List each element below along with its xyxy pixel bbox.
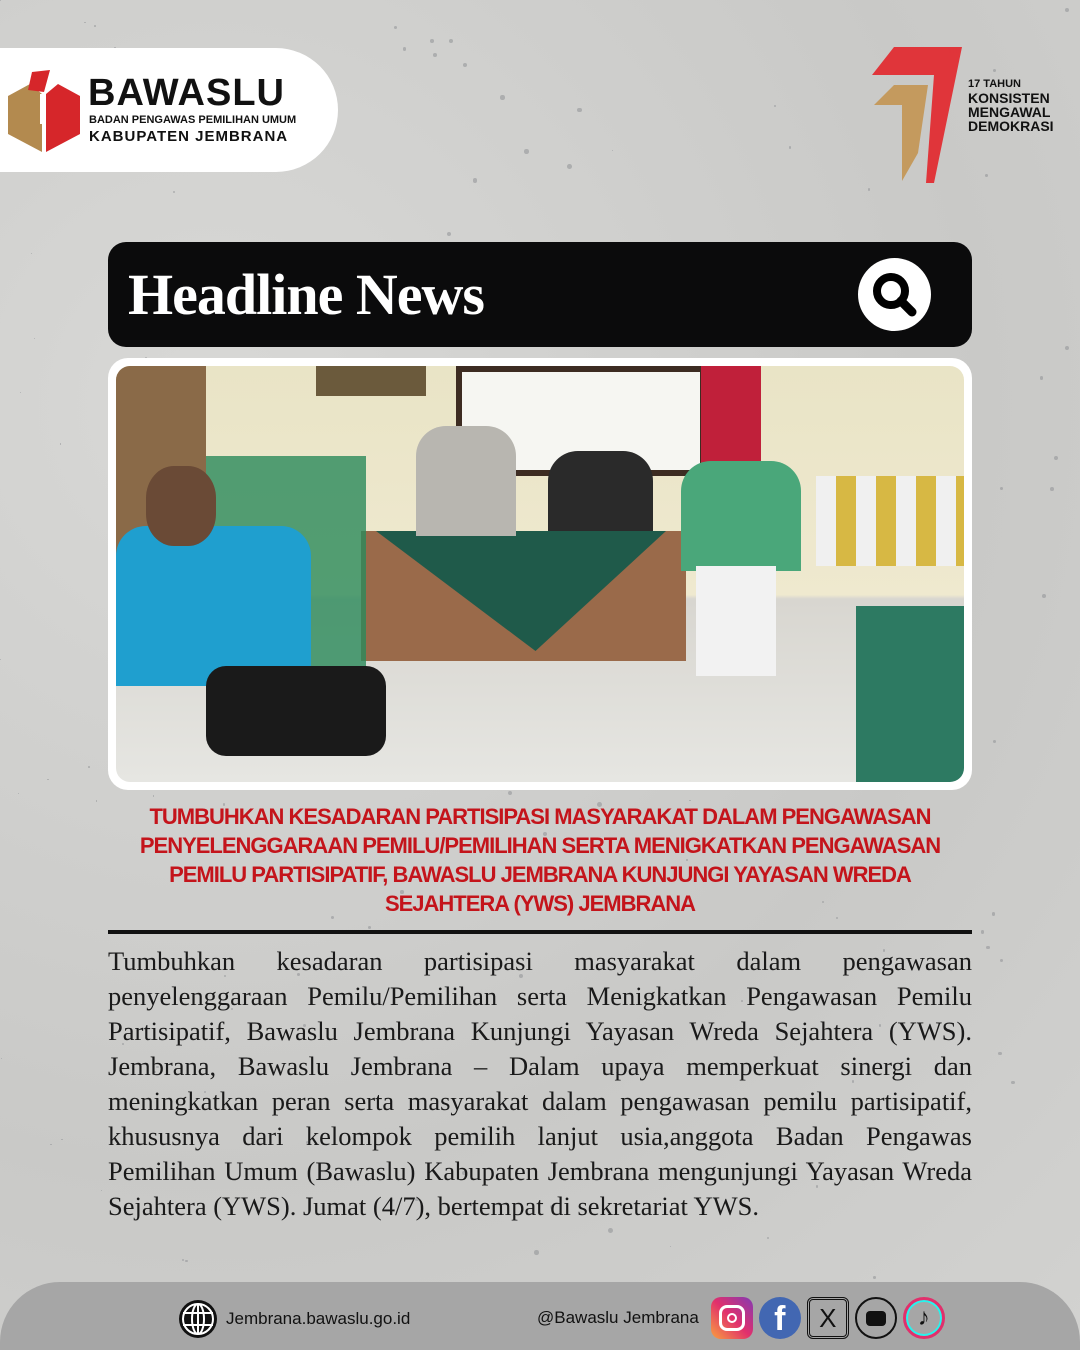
photo-frame: [108, 358, 972, 790]
texture-speck: [101, 1190, 103, 1192]
texture-speck: [463, 63, 467, 67]
texture-speck: [577, 108, 582, 113]
facebook-glyph: f: [774, 1300, 786, 1338]
texture-speck: [20, 392, 21, 393]
texture-speck: [774, 105, 776, 107]
social-links: [537, 1297, 945, 1339]
instagram-icon[interactable]: [711, 1297, 753, 1339]
texture-speck: [567, 164, 572, 169]
texture-speck: [767, 1237, 769, 1239]
texture-speck: [1054, 456, 1058, 460]
texture-speck: [31, 253, 32, 254]
texture-speck: [50, 1144, 51, 1145]
anniversary-sup: TH: [948, 48, 958, 55]
anniversary-line1: 17 TAHUN: [968, 78, 1021, 90]
texture-speck: [47, 779, 48, 780]
x-glyph: X: [819, 1302, 837, 1333]
texture-speck: [985, 174, 988, 177]
brand-subtitle: BADAN PENGAWAS PEMILIHAN UMUM: [89, 114, 297, 126]
bawaslu-logo-icon: [6, 68, 80, 152]
texture-speck: [1065, 8, 1069, 12]
texture-speck: [534, 1250, 538, 1254]
search-icon: [858, 258, 931, 331]
texture-speck: [1050, 487, 1054, 491]
texture-speck: [433, 53, 437, 57]
texture-speck: [94, 25, 96, 27]
texture-speck: [789, 146, 791, 148]
texture-speck: [1000, 959, 1004, 963]
texture-speck: [993, 740, 996, 743]
x-icon[interactable]: [807, 1297, 849, 1339]
texture-speck: [992, 912, 995, 915]
headline-label: Headline News: [128, 262, 484, 327]
texture-speck: [368, 926, 371, 929]
texture-speck: [873, 1276, 876, 1279]
texture-speck: [1065, 346, 1069, 350]
texture-speck: [473, 178, 477, 182]
texture-speck: [508, 791, 512, 795]
texture-speck: [981, 930, 984, 933]
texture-speck: [1042, 594, 1046, 598]
texture-speck: [34, 338, 35, 339]
social-handle: @Bawaslu Jembrana: [537, 1308, 699, 1327]
texture-speck: [447, 232, 451, 236]
texture-speck: [96, 800, 98, 802]
divider: [108, 930, 972, 934]
texture-speck: [60, 443, 61, 444]
texture-speck: [449, 39, 453, 43]
texture-speck: [998, 1052, 1002, 1056]
texture-speck: [0, 0, 1, 1]
headline-banner: [108, 242, 972, 347]
anniversary-line2: KONSISTEN: [968, 90, 1050, 106]
anniversary-line3: MENGAWAL: [968, 104, 1051, 120]
texture-speck: [670, 1246, 671, 1247]
texture-speck: [0, 659, 1, 660]
website-link[interactable]: [178, 1299, 410, 1339]
texture-speck: [1040, 376, 1044, 380]
texture-speck: [524, 149, 528, 153]
texture-speck: [430, 39, 434, 43]
texture-speck: [500, 95, 504, 99]
texture-speck: [993, 69, 996, 72]
globe-icon: [178, 1299, 218, 1339]
anniversary-line4: DEMOKRASI: [968, 118, 1054, 134]
texture-speck: [986, 946, 989, 949]
texture-speck: [612, 150, 613, 151]
texture-speck: [88, 766, 90, 768]
brand-name: BAWASLU: [88, 72, 285, 114]
website-text: Jembrana.bawaslu.go.id: [226, 1309, 411, 1328]
brand-region: KABUPATEN JEMBRANA: [89, 128, 289, 145]
texture-speck: [394, 26, 398, 30]
texture-speck: [185, 1260, 187, 1262]
texture-speck: [173, 191, 175, 193]
article-body: Tumbuhkan kesadaran partisipasi masyarakat dalam pengawasan penyelenggaraan Pemilu/Pemilihan serta Menigkatkan Pengawasan Pemilu Partisipatif, Bawaslu Jembrana Kunjungi Yayasan Wreda Sejahtera (YWS). Jembrana, Bawaslu Jembrana – Dalam upaya memperkuat sinergi dan meningkatkan peran serta masyarakat dalam pengawasan pemilu partisipatif, khususnya dari kelompok pemilih lanjut usia,anggota Badan Pengawas Pemilihan Umum (Bawaslu) Kabupaten Jembrana mengunjungi Yayasan Wreda Sejahtera (YWS). Jumat (4/7), bertempat di sekretariat YWS.: [108, 946, 972, 1221]
texture-speck: [153, 795, 155, 797]
anniversary-17-logo-icon: [872, 45, 964, 185]
texture-speck: [84, 22, 86, 24]
article-title: TUMBUHKAN KESADARAN PARTISIPASI MASYARAKAT DALAM PENGAWASAN PENYELENGGARAAN PEMILU/PEMILIHAN SERTA MENIGKATKAN PENGAWASAN PEMILU PARTISIPATIF, BAWASLU JEMBRANA KUNJUNGI YAYASAN WREDA SEJAHTERA (YWS) JEMBRANA: [139, 804, 941, 916]
texture-speck: [182, 1259, 184, 1261]
texture-speck: [18, 793, 19, 794]
tiktok-icon[interactable]: ♪: [903, 1297, 945, 1339]
texture-speck: [608, 1228, 613, 1233]
texture-speck: [1011, 1081, 1015, 1085]
texture-speck: [403, 47, 407, 51]
facebook-icon[interactable]: [759, 1297, 801, 1339]
texture-speck: [1000, 487, 1004, 491]
texture-speck: [61, 1139, 62, 1140]
texture-speck: [868, 188, 871, 191]
news-photo: [116, 366, 964, 782]
youtube-icon[interactable]: [855, 1297, 897, 1339]
search-button[interactable]: [858, 258, 931, 331]
anniversary-text: [968, 77, 1054, 133]
texture-speck: [1, 1058, 2, 1059]
texture-speck: [689, 800, 691, 802]
